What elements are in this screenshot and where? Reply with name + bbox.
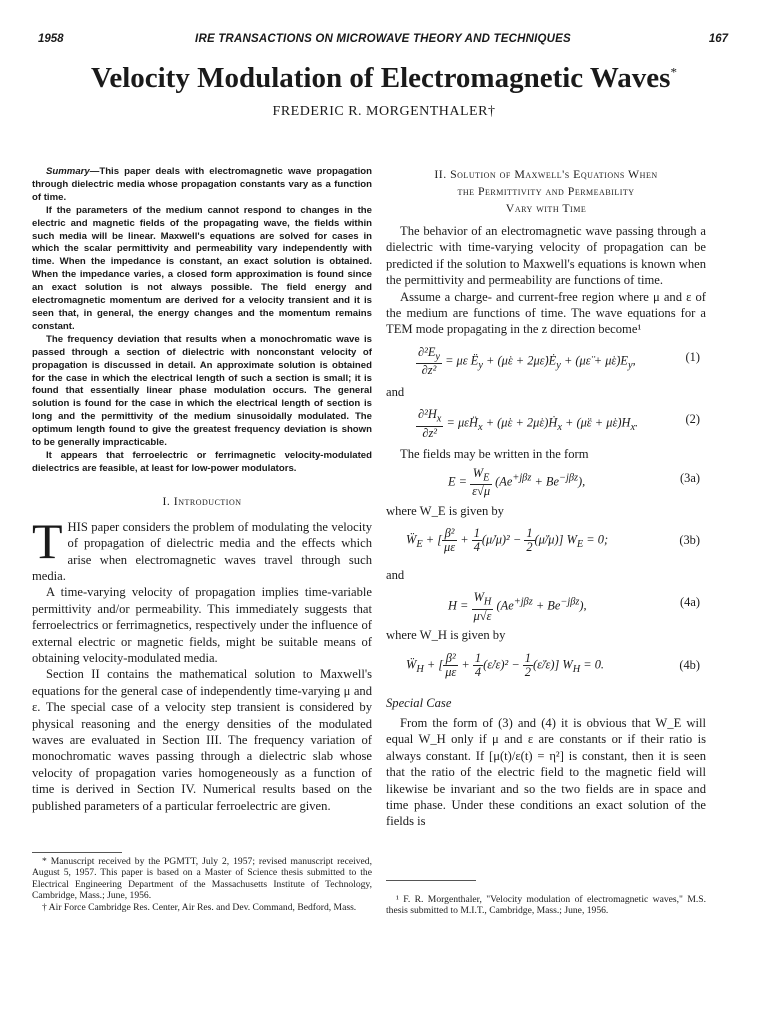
intro-p1: THIS paper considers the problem of modulating the velocity of propagation of dielectric media and the effects which arise when electromagnetic waves travel through such media. (32, 512, 372, 583)
running-header (38, 33, 728, 49)
footnote-right (386, 894, 706, 917)
intro-heading: I. Introduction (162, 493, 242, 508)
equation-2: $\frac{\partial^2H_x}{\text{∂z²}}$ = μεḦ$_x$ + (μ̇ε + 2μ̇ε)Ḣ$_x$ + (μ̈ε + $\mu̇\varepsiloṅ)H_x$. (2) (418, 407, 700, 440)
header-journal: IRE TRANSACTIONS ON MICROWAVE THEORY AND TECHNIQUES (195, 33, 571, 45)
equation-1: $\frac{\partial^2E_y}{\text{∂z²}}$ = με $Ë_y$ + (μ̇ε + $2\mu\varepsiloṅ)Ė_y$ + (με̈ + $\mu̇\varepsiloṅ)E_y$, (1) (418, 344, 700, 378)
section2-p3: The fields may be written in the form (400, 447, 589, 462)
summary (32, 166, 372, 476)
paper-title: Velocity Modulation of Electromagnetic Waves* (91, 62, 677, 94)
special-case-heading: Special Case (386, 695, 452, 710)
footnote-manuscript: * Manuscript received by the PGMTT, July 2, 1957; revised manuscript received, August 5, 1957. This paper is based on a Master of Science thesis submitted to the Electrical Engineering Department of the Massachusetts Institute of Technology, Cambridge, Mass.; June, 1956. (32, 856, 372, 902)
intro-p2: A time-varying velocity of propagation implies time-variable permittivity and/or permeability. This immediately suggests that ferroelectrics or ferrimagnetics, respectively under the influence of external electric or magnetic fields, might be suitable means of obtaining velocity-modulated media. (32, 585, 372, 665)
intro-p3: Section II contains the mathematical solution to Maxwell's equations for the general case of independently time-varying μ and ε. The special case of a velocity step transient is considered by physical reasoning and the energy densities of the modulated waves are evaluated in Section III. The frequency variation of monochromatic waves passing through a dielectric slab whose velocity of propagation varies homogeneously as a function of time is derived in Section IV. Numerical results based on the published parameters of a particular ferroelectric are given. (32, 667, 372, 813)
where-we: where W_E is given by (386, 503, 504, 518)
right-column (386, 166, 706, 830)
summary-p3: The frequency deviation that results when a monochromatic wave is passed through a section of dielectric with nonconstant velocity of propagation is discussed in detail. An approximate solution is obtained for the case in which the electrical length of such a section is small; it is found that essentially linear phase modulation occurs. The general solution is found for the case in which the electrical length of section is long and the permittivity of the medium sinusoidally modulated. The optimum length found to give the greatest frequency deviation is shown to be generally impracticable. (32, 333, 372, 449)
footnote-affiliation: † Air Force Cambridge Res. Center, Air Res. and Dev. Command, Bedford, Mass. (42, 901, 357, 913)
section2-p1: The behavior of an electromagnetic wave passing through a dielectric with time-varying velocity of propagation can be predicted if the solution to Maxwell's equations is known when the permittivity and permeability are functions of time. (386, 224, 706, 288)
and-2: and (386, 568, 405, 583)
drop-cap: T (32, 512, 63, 569)
equation-4a: H = $\frac{W_H}{\mu√\varepsilon}$ $(Ae^{+j\beta z} + Be^{-j\beta z})$, (4a) (448, 590, 700, 623)
equation-4b: Ẅ$_H$ + [ $\frac{\text{β²}}{\mu\varepsilon}$ + $\frac{1}{4}$ (ε̇/ε)² − $\frac{1}{2}$ (ε̈/ε)] $W_H = 0$. (4b) (406, 650, 700, 679)
header-year: 1958 (38, 33, 64, 45)
where-wh: where W_H is given by (386, 628, 506, 643)
equation-3b: Ẅ$_E$ + [ $\frac{\text{β²}}{\mu\varepsilon}$ + $\frac{1}{4}$ (μ̇/μ)² − $\frac{1}{2}$ (μ̈/μ)] $W_E = 0$; (3b) (406, 526, 700, 555)
equation-3a: E = $\frac{W_E}{\varepsilon√\mu}$ $(Ae^{+j\beta z} + Be^{-j\beta z})$, (3a) (448, 465, 700, 499)
intro-body (32, 512, 372, 814)
paper-author: FREDERIC R. MORGENTHALER† (272, 104, 496, 119)
footnote-rule-right (386, 880, 476, 881)
section2-p2: Assume a charge- and current-free region where μ and ε of the medium are functions of time. The wave equations for a TEM mode propagating in the z direction become¹ (386, 289, 706, 337)
header-page-number: 167 (708, 33, 728, 45)
summary-p2: If the parameters of the medium cannot respond to changes in the electric and magnetic fields of the propagating wave, the fields within such media will be linear. Maxwell's equations are solved for cases in which the scalar permittivity and permeability vary independently with time. When the impedance is constant, an exact solution is obtained. When the impedance varies, a closed form approximation is found since an exact solution is not always possible. The field energy and electromagnetic momentum are derived for a velocity transient and it is seen that, in general, the energy changes and the momentum remains constant. (32, 204, 372, 332)
and-1: and (386, 384, 405, 399)
left-column (32, 166, 372, 814)
summary-p1: Summary—This paper deals with electromagnetic wave propagation through dielectric media whose propagation constants vary as a function of time. (32, 166, 372, 203)
section2-heading: II. Solution of Maxwell's Equations When the Permittivity and Permeability Vary with Time (434, 167, 658, 215)
footnotes-left (32, 856, 372, 913)
footnote-thesis: ¹ F. R. Morgenthaler, "Velocity modulation of electromagnetic waves," M.S. thesis submitted to M.I.T., Cambridge, Mass.; June, 1956. (386, 894, 706, 917)
footnote-rule (32, 852, 122, 853)
summary-p4: It appears that ferroelectric or ferrimagnetic velocity-modulated dielectrics are feasible, at least for low-power modulators. (32, 449, 372, 474)
section2-p4: From the form of (3) and (4) it is obvious that W_E will equal W_H only if μ and ε are constants or if their ratio is always constant. If [μ(t)/ε(t) = η²] is constant, then it is seen that the ratio of the electric field to the magnetic field will likewise be invariant and so the two fields are in space and time phase. Under these conditions an exact solution of the fields is (386, 715, 706, 829)
